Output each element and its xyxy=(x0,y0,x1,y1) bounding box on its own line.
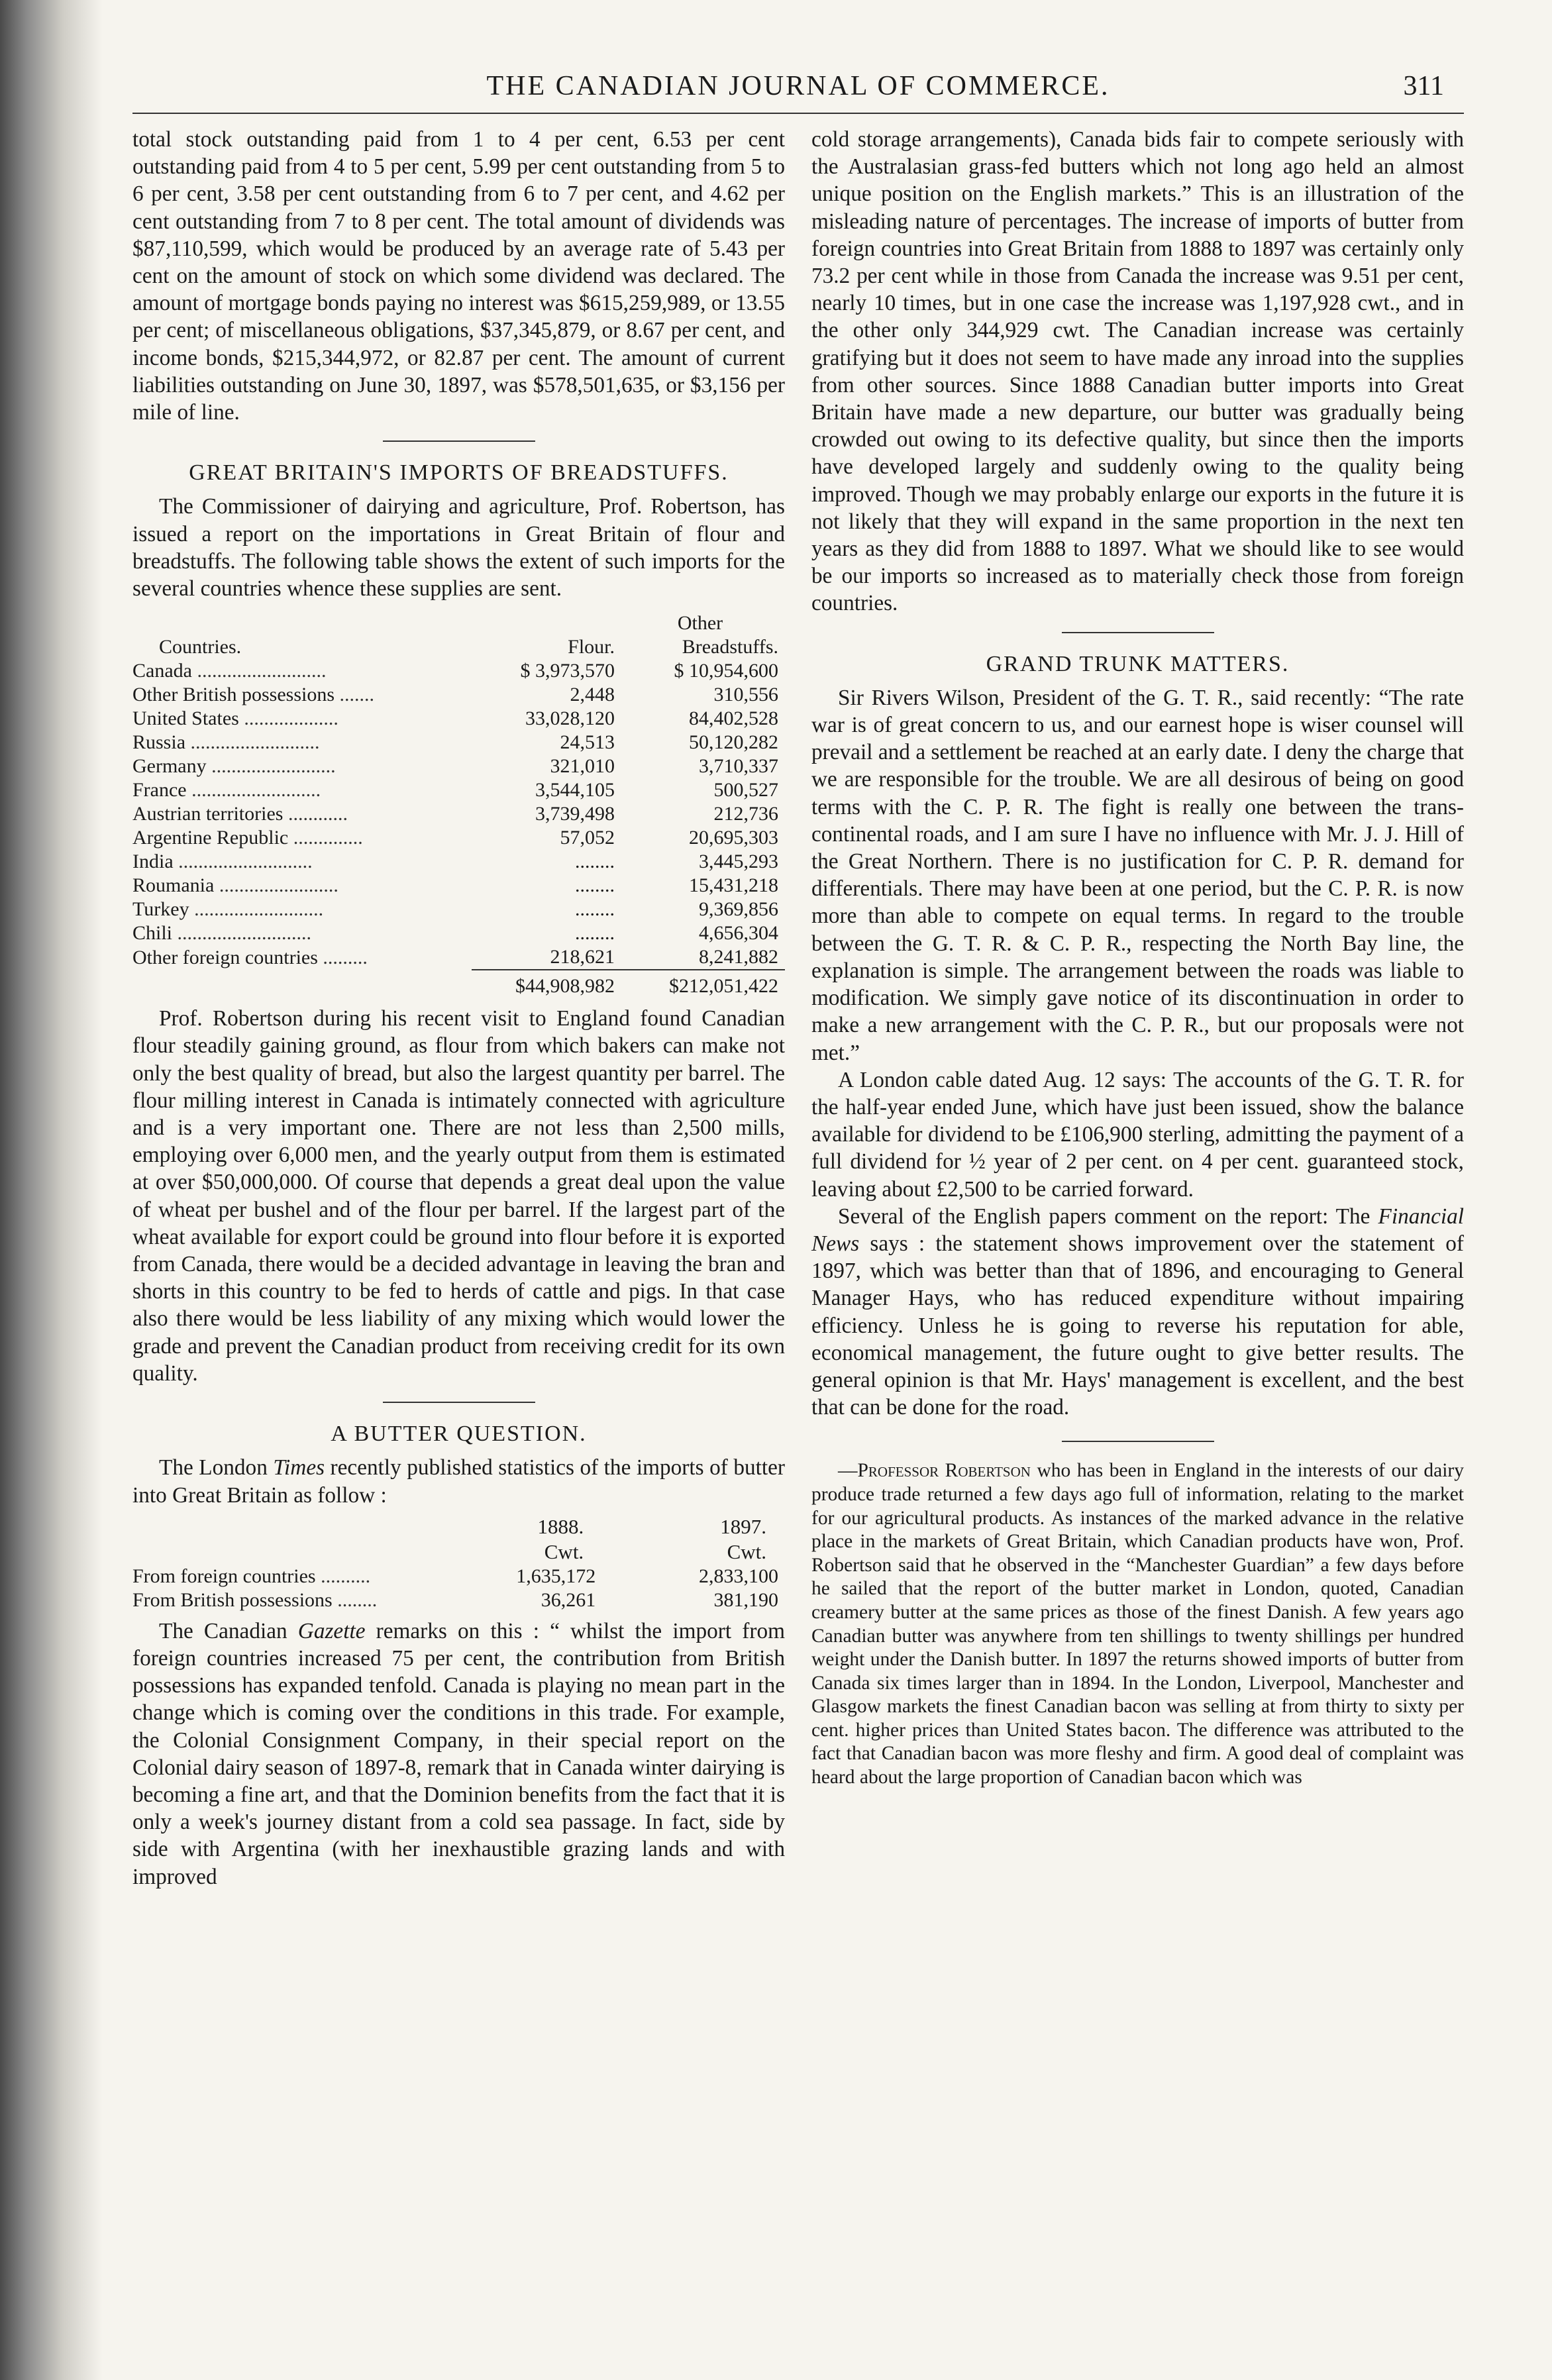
journal-page xyxy=(132,60,1464,2352)
section-divider xyxy=(1062,1441,1214,1442)
butter-1897: 2,833,100 xyxy=(699,1565,778,1587)
flour-value: 218,621 xyxy=(550,946,615,968)
dot-leader: .......................... xyxy=(191,660,327,682)
dot-leader: ............ xyxy=(283,803,348,825)
country-name: Austrian territories ............ xyxy=(132,803,348,825)
dot-leader: ....... xyxy=(335,684,375,706)
flour-value: 3,544,105 xyxy=(535,779,615,802)
country-name: France .......................... xyxy=(132,779,321,802)
grand-trunk-p2: A London cable dated Aug. 12 says: The accounts of the G. T. R. for the half-year ended June, which have just been issued, show the balance available for dividend to be £106,900 sterling, admitting the payment of a full dividend for ½ year of 2 per cent. on 4 per cent. guaranteed stock, leaving about £2,500 to be carried forward. xyxy=(811,1067,1464,1202)
table-total-row xyxy=(132,970,785,998)
dot-leader: ......................... xyxy=(206,755,336,778)
flour-value: ........ xyxy=(575,874,615,897)
other-breadstuffs-value: 8,241,882 xyxy=(699,946,778,968)
other-breadstuffs-value: 3,445,293 xyxy=(699,851,778,873)
country-name: Turkey .......................... xyxy=(132,898,324,921)
table-header-row xyxy=(132,1539,785,1565)
section-divider xyxy=(383,1402,535,1403)
table-header-row xyxy=(132,1514,785,1539)
table-row xyxy=(132,898,785,921)
other-breadstuffs-value: 3,710,337 xyxy=(699,755,778,778)
butter-1888: 1,635,172 xyxy=(516,1565,596,1587)
left-column xyxy=(132,126,785,1890)
table-row xyxy=(132,874,785,898)
other-breadstuffs-value: 500,527 xyxy=(713,779,778,802)
country-name: Russia .......................... xyxy=(132,731,320,754)
country-name: Germany ......................... xyxy=(132,755,336,778)
table-row xyxy=(132,754,785,778)
year-1897: 1897. xyxy=(720,1514,766,1538)
table-header-row xyxy=(132,611,785,635)
col-flour: Flour. xyxy=(568,636,615,658)
table-row xyxy=(132,1565,785,1588)
flour-value: ........ xyxy=(575,922,615,945)
dot-leader: ........................... xyxy=(173,851,313,873)
scan-binding-edge xyxy=(0,0,106,2380)
dot-leader: .......................... xyxy=(186,779,321,802)
butter-source: From British possessions ........ xyxy=(132,1588,378,1611)
dot-leader: .......................... xyxy=(189,898,324,921)
railway-stats-text: total stock outstanding paid from 1 to 4 per cent, 6.53 per cent outstanding paid from 4 to 5 per cent, 5.99 per cent outstanding from 5 to 6 per cent, 3.58 per cent outstanding from 6 to 7 per cent, and 4.62 per cent outstanding from 7 to 8 per cent. The total amount of dividends was $87,110,599, which would be produced by an average rate of 5.43 per cent on the amount of stock on which some dividend was declared. The amount of mortgage bonds paying no interest was $615,259,989, or 13.55 per cent; of miscellaneous obligations, $37,345,879, or 8.67 per cent, and income bonds, $215,344,972, or 82.87 per cent. The amount of current liabilities outstanding on June 30, 1897, was $578,501,635, or $3,156 per mile of line. xyxy=(132,127,785,425)
breadstuffs-intro: The Commissioner of dairying and agriculture, Prof. Robertson, has issued a report on the importations in Great Britain of flour and breadstuffs. The following table shows the extent of such imports for the several countries whence these supplies are sent. xyxy=(132,494,785,601)
section-divider xyxy=(383,440,535,442)
journal-title: THE CANADIAN JOURNAL OF COMMERCE. xyxy=(486,71,1110,101)
table-row xyxy=(132,707,785,731)
butter-intro: The London Times recently published statistics of the imports of butter into Great Britain as follow : xyxy=(132,1455,785,1508)
flour-value: ........ xyxy=(575,851,615,873)
unit-1897: Cwt. xyxy=(727,1539,766,1563)
flour-value: 57,052 xyxy=(560,827,615,849)
flour-value: 24,513 xyxy=(560,731,615,754)
page-number: 311 xyxy=(1403,71,1444,101)
country-name: United States ................... xyxy=(132,707,338,730)
country-name: Other foreign countries ......... xyxy=(132,947,368,969)
dot-leader: .............. xyxy=(288,827,363,849)
col-other-line2: Breadstuffs. xyxy=(682,636,778,658)
table-row xyxy=(132,850,785,874)
grand-trunk-heading: GRAND TRUNK MATTERS. xyxy=(986,651,1290,676)
country-name: India ........................... xyxy=(132,851,313,873)
table-row xyxy=(132,921,785,945)
flour-value: $ 3,973,570 xyxy=(520,660,615,682)
table-row xyxy=(132,802,785,826)
section-divider xyxy=(1062,632,1214,633)
table-row xyxy=(132,826,785,850)
flour-value: 321,010 xyxy=(550,755,615,778)
dot-leader: .......................... xyxy=(185,731,320,754)
butter-1897: 381,190 xyxy=(713,1588,778,1611)
butter-1888: 36,261 xyxy=(541,1588,596,1611)
page-header xyxy=(132,60,1464,114)
breadstuffs-body: Prof. Robertson during his recent visit to England found Canadian flour steadily gaining ground, as flour from which bakers can make not only the best quality of bread, but also the largest quantity per barrel. The flour milling interest in Canada is intimately connected with agriculture and is a very important one. There are not less than 2,500 mills, employing over 6,000 men, and the yearly output from them is estimated at over $50,000,000. Of course that depends a great deal upon the value of wheat per bushel and of the flour per barrel. If the largest part of the wheat available for export could be ground into flour before it is exported from Canada, there would be a decided advantage in leaving the bran and shorts in this country to be fed to herds of cattle and pigs. In that case also there would be less liability of any mixing which would lower the grade and prevent the Canadian product from receiving credit for its own quality. xyxy=(132,1006,785,1386)
country-name: Canada .......................... xyxy=(132,660,327,682)
total-flour: $44,908,982 xyxy=(472,970,621,998)
other-breadstuffs-value: 20,695,303 xyxy=(689,827,778,849)
grand-trunk-p3: Several of the English papers comment on the report: The Financial News says : the statement shows improvement over the statement of 1897, which was better than that of 1896, and encouraging to General Manager Hays, who has reduced expenditure without impairing efficiency. Unless he is going to reverse his reputation for able, economical management, the future ought to give better results. The general opinion is that Mr. Hays' management is excellent, and the best that can be done for the road. xyxy=(811,1204,1464,1420)
other-breadstuffs-value: 15,431,218 xyxy=(689,874,778,897)
dot-leader: ........................ xyxy=(214,874,338,897)
other-breadstuffs-value: 9,369,856 xyxy=(699,898,778,921)
other-breadstuffs-value: $ 10,954,600 xyxy=(674,660,778,682)
dot-leader: ................... xyxy=(238,707,338,730)
right-column xyxy=(811,126,1464,1790)
butter-table xyxy=(132,1514,785,1612)
table-header-row xyxy=(132,635,785,659)
other-breadstuffs-value: 84,402,528 xyxy=(689,707,778,730)
breadstuffs-heading: GREAT BRITAIN'S IMPORTS OF BREADSTUFFS. xyxy=(189,460,729,486)
table-row xyxy=(132,659,785,683)
table-row xyxy=(132,1588,785,1612)
other-breadstuffs-value: 50,120,282 xyxy=(689,731,778,754)
year-1888: 1888. xyxy=(537,1514,584,1538)
robertson-note xyxy=(811,1459,1464,1789)
butter-continued: cold storage arrangements), Canada bids fair to compete seriously with the Australasian grass-fed butters which not long ago held an almost unique position on the English markets.” This is an illustration of the misleading nature of percentages. The increase of imports of butter from foreign countries into Great Britain from 1888 to 1897 was certainly only 73.2 per cent while in those from Canada the increase was 9.51 per cent, nearly 10 times, but in one case the increase was 1,197,928 cwt., and in the other only 344,929 cwt. The Canadian increase was certainly gratifying but it does not seem to have made any inroad into the supplies from other sources. Since 1888 Canadian butter imports into Great Britain have made a new departure, our butter was gradually being crowded out owing to its defective quality, but since then the imports have developed largely and suddenly owing to the quality being improved. Though we may probably enlarge our exports in the future it is not likely that they will expand in the same proportion in the next ten years as they did from 1888 to 1897. What we should like to see would be our imports so increased as to materially check those from foreign countries. xyxy=(811,127,1464,616)
breadstuffs-table xyxy=(132,611,785,998)
other-breadstuffs-value: 4,656,304 xyxy=(699,922,778,945)
col-other-line1: Other xyxy=(677,612,723,635)
dot-leader: ........................... xyxy=(172,922,312,945)
butter-source: From foreign countries .......... xyxy=(132,1565,371,1587)
country-name: Roumania ........................ xyxy=(132,874,338,897)
country-name: Other British possessions ....... xyxy=(132,684,375,706)
butter-heading: A BUTTER QUESTION. xyxy=(331,1422,587,1447)
table-row xyxy=(132,683,785,707)
dot-leader: ......... xyxy=(317,947,368,969)
unit-1888: Cwt. xyxy=(544,1539,584,1563)
other-breadstuffs-value: 310,556 xyxy=(713,684,778,706)
table-row xyxy=(132,731,785,754)
butter-body: The Canadian Gazette remarks on this : “ whilst the import from foreign countries increased 75 per cent, the contribution from British possessions has expanded tenfold. Canada is playing no mean part in the change which is coming over the conditions in this trade. For example, the Colonial Consignment Company, in their special report on the Colonial dairy season of 1897-8, remark that in Canada winter dairying is becoming a fine art, and that the Dominion benefits from the fact that it is only a week's journey distant from a cold sea passage. In fact, side by side with Argentina (with her inexhaustible grazing lands and with improved xyxy=(132,1618,785,1889)
table-row xyxy=(132,945,785,970)
grand-trunk-p1: Sir Rivers Wilson, President of the G. T. R., said recently: “The rate war is of great concern to us, and our earnest hope is wiser counsel will prevail and a settlement be reached at an early date. I deny the charge that we are responsible for the trouble. We are all desirous of being on good terms with the C. P. R. The fight is really one between the trans-continental roads, and I am sure I have no influence with Mr. J. J. Hill of the Great Northern. There is no justification for C. P. R. demand for differentials. There may have been at one period, but the C. P. R. is now more than able to compete on equal terms. In regard to the trouble between the G. T. R. & C. P. R., respecting the North Bay line, the explanation is simple. The arrangement between the roads was liable to modification. We simply gave notice of its discontinuation in order to make a new arrangement with the C. P. R., but our proposals were not met.” xyxy=(811,685,1464,1065)
other-breadstuffs-value: 212,736 xyxy=(713,803,778,825)
flour-value: ........ xyxy=(575,898,615,921)
flour-value: 33,028,120 xyxy=(525,707,615,730)
flour-value: 2,448 xyxy=(570,684,615,706)
dot-leader: ........ xyxy=(332,1588,378,1611)
country-name: Chili ........................... xyxy=(132,922,312,945)
dot-leader: .......... xyxy=(315,1565,371,1587)
table-row xyxy=(132,778,785,802)
total-other: $212,051,422 xyxy=(621,970,785,998)
robertson-note-text: —Professor Robertson who has been in England in the interests of our dairy produce trade returned a few days ago full of information, relating to the market for our agricultural products. As instances of the marked advance in the relative place in the markets of Great Britain, which Canadian products have won, Prof. Robertson said that he observed in the “Manchester Guardian” a few days before he sailed that the report of the butter market in London, quoted, Canadian creamery butter at the same prices as those of the finest Danish. A few years ago Canadian butter was anywhere from ten shillings to twenty shillings per hundred weight under the Danish butter. In 1897 the returns showed imports of butter from Canada six times larger than in 1894. In the London, Liverpool, Manchester and Glasgow markets the finest Canadian bacon was selling at from thirty to sixty per cent. higher prices than United States bacon. The difference was attributed to the fact that Canadian bacon was more fleshy and firm. A good deal of complaint was heard about the large proportion of Canadian bacon which was xyxy=(811,1460,1464,1788)
flour-value: 3,739,498 xyxy=(535,803,615,825)
country-name: Argentine Republic .............. xyxy=(132,827,363,849)
col-countries: Countries. xyxy=(159,636,242,658)
